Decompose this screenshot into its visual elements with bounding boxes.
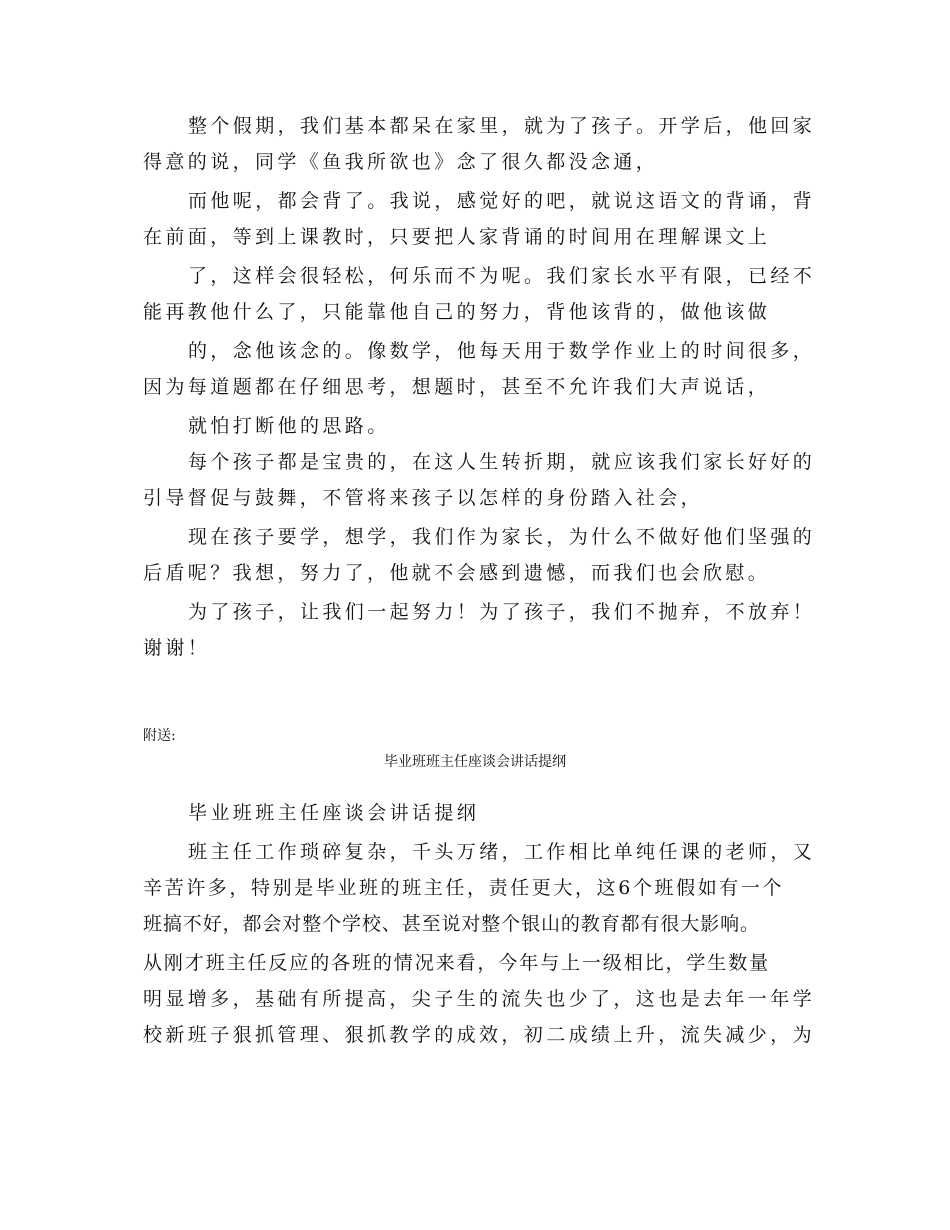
body-line: 现在孩子要学，想学，我们作为家长，为什么不做好他们坚强的 <box>188 526 816 548</box>
appendix-line: 辛苦许多，特别是毕业班的班主任，责任更大，这6个班假如有一个 <box>143 877 785 899</box>
body-line: 因为每道题都在仔细思考，想题时，甚至不允许我们大声说话， <box>143 376 771 398</box>
body-line: 就怕打断他的思路。 <box>188 415 390 437</box>
appendix-heading: 毕业班班主任座谈会讲话提纲 <box>188 802 480 824</box>
body-line: 谢谢！ <box>143 637 211 659</box>
body-line: 在前面，等到上课教时，只要把人家背诵的时间用在理解课文上 <box>143 226 771 248</box>
body-line: 后盾呢？我想，努力了，他就不会感到遗憾，而我们也会欣慰。 <box>143 562 771 584</box>
body-line: 引导督促与鼓舞，不管将来孩子以怎样的身份踏入社会， <box>143 487 704 509</box>
body-line: 能再教他什么了，只能靠他自己的努力，背他该背的，做他该做 <box>143 301 771 323</box>
appendix-line: 从刚才班主任反应的各班的情况来看，今年与上一级相比，学生数量 <box>143 952 771 974</box>
body-line: 得意的说，同学《鱼我所欲也》念了很久都没念通， <box>143 151 659 173</box>
body-line: 了，这样会很轻松，何乐而不为呢。我们家长水平有限，已经不 <box>188 265 816 287</box>
body-line: 每个孩子都是宝贵的，在这人生转折期，就应该我们家长好好的 <box>188 451 816 473</box>
body-line: 的，念他该念的。像数学，他每天用于数学作业上的时间很多， <box>188 340 816 362</box>
appendix-line: 班主任工作琐碎复杂，千头万绪，工作相比单纯任课的老师，又 <box>188 841 816 863</box>
appendix-title: 毕业班班主任座谈会讲话提纲 <box>384 754 566 770</box>
appendix-line: 班搞不好，都会对整个学校、甚至说对整个银山的教育都有很大影响。 <box>143 913 760 935</box>
body-line: 整个假期，我们基本都呆在家里，就为了孩子。开学后，他回家 <box>188 115 816 137</box>
appendix-label: 附送: <box>143 728 176 744</box>
body-line: 而他呢，都会背了。我说，感觉好的吧，就说这语文的背诵，背 <box>188 190 816 212</box>
appendix-line: 明显增多，基础有所提高，尖子生的流失也少了，这也是去年一年学 <box>143 988 816 1010</box>
appendix-line: 校新班子狠抓管理、狠抓教学的成效，初二成绩上升，流失减少，为 <box>143 1024 816 1046</box>
body-line: 为了孩子，让我们一起努力！为了孩子，我们不抛弃，不放弃！ <box>188 601 816 623</box>
